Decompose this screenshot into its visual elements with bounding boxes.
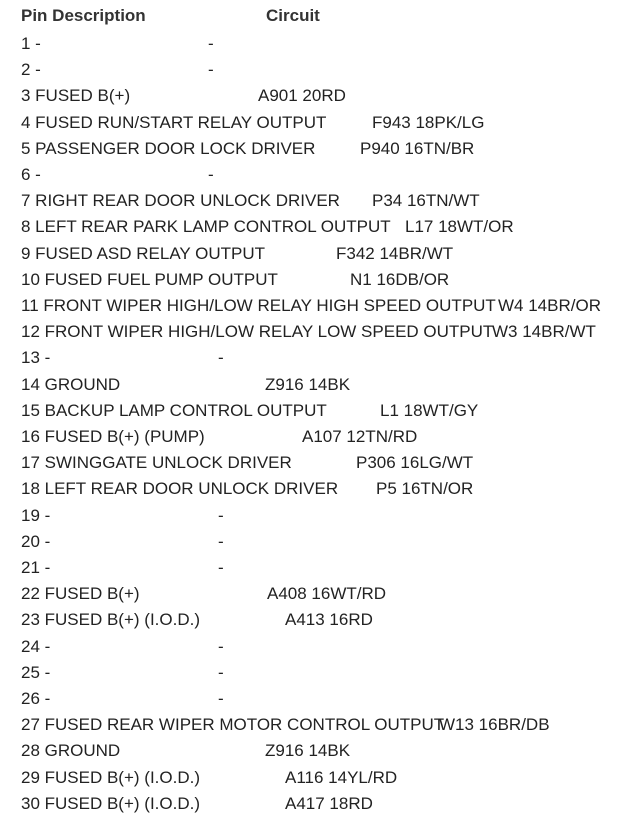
pin-description: 7 RIGHT REAR DOOR UNLOCK DRIVER [21,191,340,211]
pin-description: 14 GROUND [21,374,121,394]
circuit-code: - [218,689,224,708]
circuit-heading: Circuit [266,6,320,25]
circuit-code: - [208,60,214,80]
pin-description: 10 FUSED FUEL PUMP OUTPUT [21,269,278,289]
table-row [0,581,640,607]
circuit-code: F943 18PK/LG [372,112,485,132]
circuit-code: - [208,165,214,184]
table-row [0,686,640,712]
table-row [0,267,640,293]
table-row [0,372,640,398]
pin-description: 8 LEFT REAR PARK LAMP CONTROL OUTPUT [21,217,391,237]
circuit-code: A417 18RD [285,793,373,813]
pin-description: 24 - [21,636,51,656]
table-row [0,424,640,450]
circuit-code: - [218,348,224,368]
circuit-code: - [218,558,224,577]
table-row [0,607,640,633]
table-row [0,345,640,371]
circuit-code: W3 14BR/WT [492,322,596,342]
pin-description: 19 - [21,505,51,525]
pin-description: 23 FUSED B(+) (I.O.D.) [21,610,200,630]
circuit-code: W13 16BR/DB [439,715,550,735]
circuit-code: P5 16TN/OR [376,479,474,499]
circuit-code: N1 16DB/OR [350,269,450,289]
pin-description: 26 - [21,689,51,708]
table-row [0,660,640,686]
pin-description: 29 FUSED B(+) (I.O.D.) [21,767,200,787]
pin-description: 16 FUSED B(+) (PUMP) [21,427,205,446]
table-row [0,476,640,502]
circuit-code: W4 14BR/OR [498,296,601,315]
pin-description: 12 FRONT WIPER HIGH/LOW RELAY LOW SPEED OUTPUT [21,322,494,342]
circuit-code: A408 16WT/RD [267,584,387,604]
table-row [0,188,640,214]
table-row [0,765,640,791]
pin-description: 4 FUSED RUN/START RELAY OUTPUT [21,112,327,132]
circuit-code: - [218,662,224,682]
table-row [0,214,640,240]
pin-description: 2 - [21,60,41,80]
pin-description: 22 FUSED B(+) [21,584,140,604]
pin-description: 11 FRONT WIPER HIGH/LOW RELAY HIGH SPEED OUTPUT [21,296,496,315]
circuit-code: Z916 14BK [265,374,351,394]
circuit-code: Z916 14BK [265,741,351,761]
pin-description: 5 PASSENGER DOOR LOCK DRIVER [21,138,316,158]
table-row [0,136,640,162]
pin-description: 20 - [21,531,51,551]
pin-description: 27 FUSED REAR WIPER MOTOR CONTROL OUTPUT [21,715,445,735]
table-row [0,83,640,109]
pin-description: 13 - [21,348,51,368]
table-row [0,791,640,817]
table-row [0,57,640,83]
circuit-code: - [218,636,224,656]
circuit-code: P34 16TN/WT [372,191,480,211]
pin-description: 28 GROUND [21,741,121,761]
table-row [0,162,640,188]
circuit-code: A901 20RD [258,86,346,106]
table-row [0,503,640,529]
circuit-code: L17 18WT/OR [405,217,514,237]
table-row [0,738,640,764]
table-row [0,555,640,581]
pin-description: 25 - [21,662,51,682]
pin-description: 15 BACKUP LAMP CONTROL OUTPUT [21,400,327,420]
table-row [0,450,640,476]
circuit-code: A107 12TN/RD [302,427,418,446]
pin-description: 18 LEFT REAR DOOR UNLOCK DRIVER [21,479,339,499]
table-row [0,31,640,57]
circuit-code: P306 16LG/WT [356,453,474,473]
table-row [0,529,640,555]
circuit-code: L1 18WT/GY [380,400,479,420]
table-row [0,398,640,424]
table-header [0,6,640,32]
table-row [0,293,640,319]
pin-description-heading: Pin Description [21,6,146,25]
pin-description: 17 SWINGGATE UNLOCK DRIVER [21,453,292,473]
pin-description: 6 - [21,165,41,184]
table-row [0,634,640,660]
pin-description: 30 FUSED B(+) (I.O.D.) [21,793,200,813]
circuit-code: P940 16TN/BR [360,138,475,158]
pin-description: 3 FUSED B(+) [21,86,131,106]
table-row [0,241,640,267]
pin-description: 21 - [21,558,51,577]
table-row [0,712,640,738]
pin-description: 1 - [21,34,41,53]
table-row [0,110,640,136]
circuit-code: A116 14YL/RD [285,767,398,787]
circuit-code: F342 14BR/WT [336,243,454,263]
table-row [0,319,640,345]
circuit-code: - [218,505,224,525]
circuit-code: - [218,531,224,551]
circuit-code: - [208,34,214,53]
circuit-code: A413 16RD [285,610,373,630]
pin-description: 9 FUSED ASD RELAY OUTPUT [21,243,266,263]
